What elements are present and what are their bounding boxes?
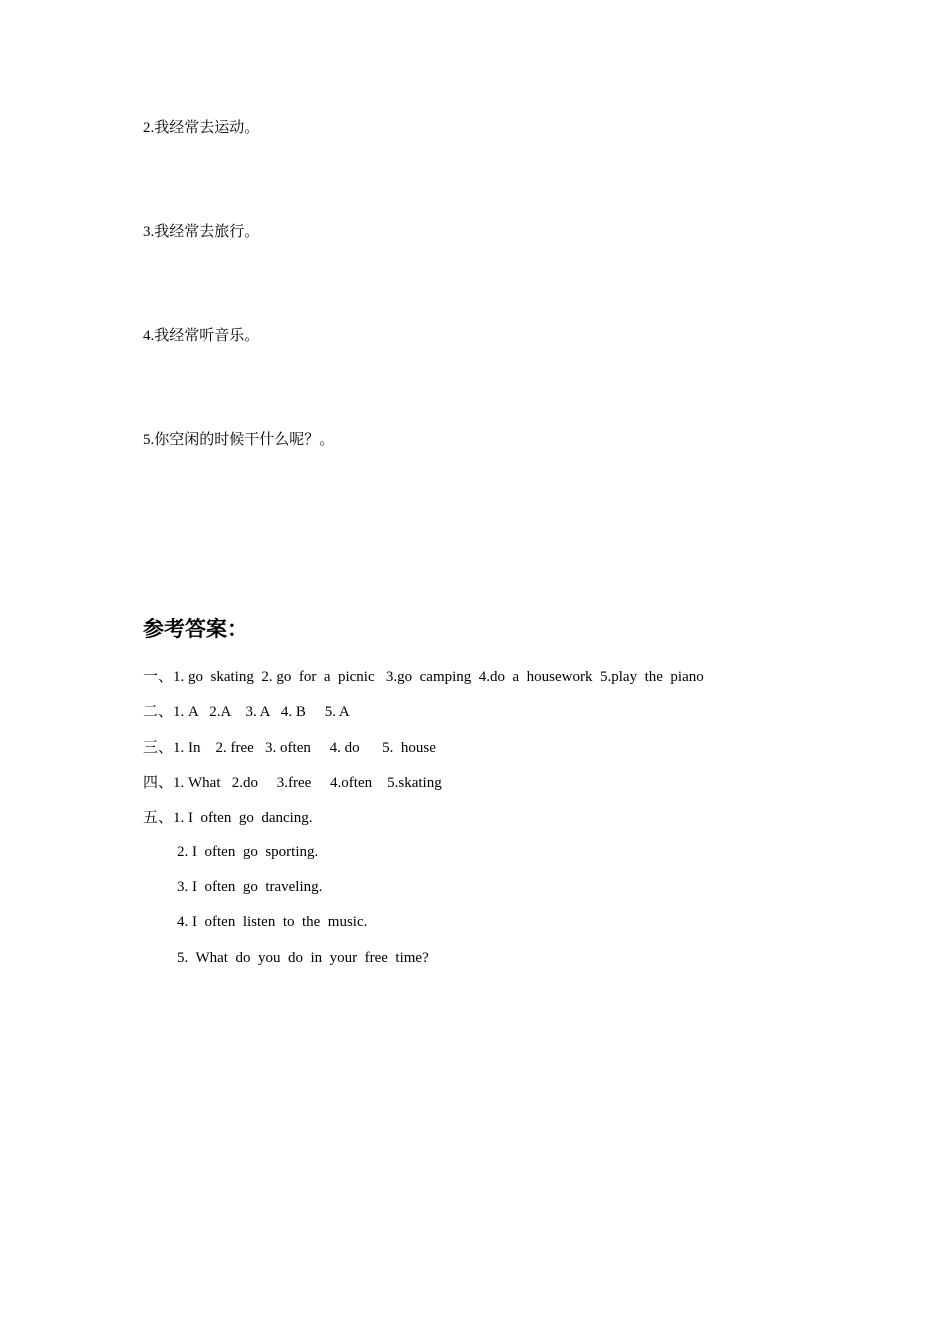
- answer-section-5-item-2: 2. I often go sporting.: [177, 844, 319, 860]
- prompt-2: 2.我经常去运动。: [143, 120, 260, 136]
- prompt-5: 5.你空闲的时候干什么呢？。: [143, 432, 335, 448]
- answer-section-1: 一、1. go skating 2. go for a picnic 3.go camping 4.do a housework 5.play the piano: [143, 669, 704, 685]
- prompt-4: 4.我经常听音乐。: [143, 328, 260, 344]
- answer-section-3: 三、1. In 2. free 3. often 4. do 5. house: [143, 740, 436, 756]
- answer-section-5-item-1: 五、1. I often go dancing.: [143, 810, 313, 826]
- answer-section-5-item-5: 5. What do you do in your free time?: [177, 950, 429, 966]
- answer-section-5-item-3: 3. I often go traveling.: [177, 879, 323, 895]
- answer-section-4: 四、1. What 2.do 3.free 4.often 5.skating: [143, 775, 442, 791]
- answers-title: 参考答案：: [143, 617, 248, 641]
- answer-section-5-item-4: 4. I often listen to the music.: [177, 914, 368, 930]
- prompt-3: 3.我经常去旅行。: [143, 224, 260, 240]
- answer-section-2: 二、1. A 2.A 3. A 4. B 5. A: [143, 704, 350, 720]
